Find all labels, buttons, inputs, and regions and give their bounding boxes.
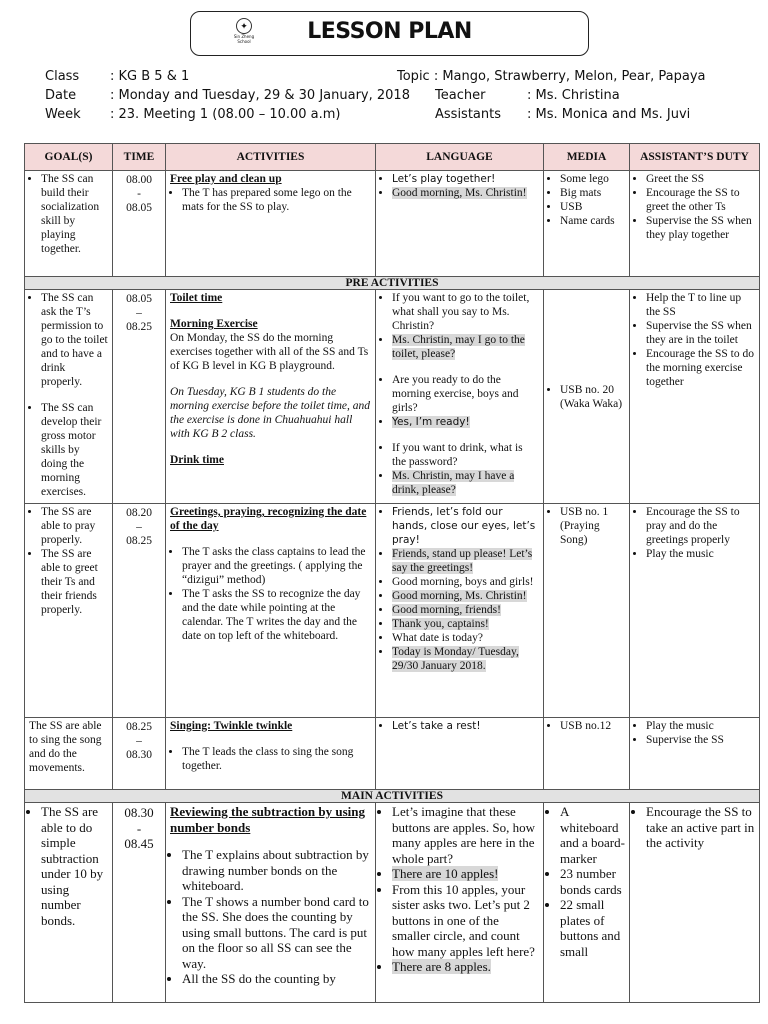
table-row: [25, 718, 760, 790]
activity-title: Free play and clean up: [170, 173, 282, 185]
media-cell: • USB no.12: [544, 718, 630, 790]
goal-cell: • The SS can ask the T’s permission to go to the toilet and to have a drink properly. • The SS can develop their gross motor skills by doing the morning exercises.: [25, 290, 113, 504]
media-cell: • USB no. 1 (Praying Song): [544, 504, 630, 718]
col-duty: ASSISTANT’S DUTY: [630, 144, 760, 171]
col-language: LANGUAGE: [376, 144, 544, 171]
duty-cell: • Greet the SS • Encourage the SS to greet the other Ts • Supervise the SS when they play together: [630, 171, 760, 277]
school-crest-icon: ✦: [236, 18, 252, 34]
time-cell: 08.30 - 08.45: [113, 803, 166, 1003]
teacher-value: : Ms. Christina: [527, 88, 620, 103]
col-time: TIME: [113, 144, 166, 171]
section-row: [25, 277, 760, 290]
activity-cell: Greetings, praying, recognizing the date of the day • The T asks the class captains to lead the prayer and the greetings. ( applying the “dizigui” method) • The T asks the SS to recognize the day and the date while pointing at the calendar. The T writes the day and the date on top left of the whiteboard.: [166, 504, 376, 718]
logo-text: Sin Zheng School: [233, 34, 255, 44]
duty-cell: • Encourage the SS to pray and do the greetings properly • Play the music: [630, 504, 760, 718]
title-box: [190, 11, 589, 56]
goal-cell: • The SS are able to pray properly. • The SS are able to greet their Ts and their friends properly.: [25, 504, 113, 718]
duty-cell: • Play the music • Supervise the SS: [630, 718, 760, 790]
duty-cell: • Encourage the SS to take an active part in the activity: [630, 803, 760, 1003]
class-value: : KG B 5 & 1: [110, 69, 190, 84]
goal-cell: • The SS are able to do simple subtraction under 10 by using number bonds.: [25, 803, 113, 1003]
language-cell: • Friends, let’s fold our hands, close our eyes, let’s pray! • Friends, stand up please! Let’s say the greetings! • Good morning, boys and girls! • Good morning, Ms. Christin! • Good morning, friends! • Thank you, captains! • What date is today? • Today is Monday/ Tuesday, 29/30 January 2018.: [376, 504, 544, 718]
media-cell: • Some lego • Big mats • USB • Name cards: [544, 171, 630, 277]
duty-cell: • Help the T to line up the SS • Supervise the SS when they are in the toilet • Encourage the SS to do the morning exercise together: [630, 290, 760, 504]
time-cell: 08.00 - 08.05: [113, 171, 166, 277]
goal-cell: • The SS can build their socialization skill by playing together.: [25, 171, 113, 277]
media-cell: • USB no. 20 (Waka Waka): [544, 290, 630, 504]
time-cell: 08.25 – 08.30: [113, 718, 166, 790]
header-row: [25, 144, 760, 171]
date-value: : Monday and Tuesday, 29 & 30 January, 2018: [110, 88, 410, 103]
table-row: [25, 803, 760, 1003]
col-activities: ACTIVITIES: [166, 144, 376, 171]
time-cell: 08.20 – 08.25: [113, 504, 166, 718]
language-cell: • Let’s take a rest!: [376, 718, 544, 790]
table-row: [25, 504, 760, 718]
date-label: Date: [45, 88, 77, 103]
language-cell: • If you want to go to the toilet, what shall you say to Ms. Christin? • Ms. Christin, may I go to the toilet, please? • Are you ready to do the morning exercise, boys and girls? • Yes, I’m ready! • If you want to drink, what is the password? • Ms. Christin, may I have a drink, please?: [376, 290, 544, 504]
section-row: [25, 790, 760, 803]
language-cell: • Let’s play together! • Good morning, Ms. Christin!: [376, 171, 544, 277]
assistants-value: : Ms. Monica and Ms. Juvi: [527, 107, 691, 122]
section-pre: PRE ACTIVITIES: [25, 277, 760, 290]
col-goals: GOAL(S): [25, 144, 113, 171]
goal-cell: The SS are able to sing the song and do the movements.: [25, 718, 113, 790]
table-row: [25, 290, 760, 504]
week-value: : 23. Meeting 1 (08.00 – 10.00 a.m): [110, 107, 341, 122]
activity-cell: Toilet time Morning Exercise On Monday, the SS do the morning exercises together with all of the SS and Ts of KG B level in KG B playground. On Tuesday, KG B 1 students do the morning exercise before the toilet time, and the exercise is done in Chuahuahui hall with KG B 2 class. Drink time: [166, 290, 376, 504]
section-main: MAIN ACTIVITIES: [25, 790, 760, 803]
language-cell: • Let’s imagine that these buttons are apples. So, how many apples are here in the whole part? • There are 10 apples! • From this 10 apples, your sister asks two. Let’s put 2 buttons in one of the smaller circle, and count how many apples left here? • There are 8 apples.: [376, 803, 544, 1003]
activity-cell: Free play and clean up • The T has prepared some lego on the mats for the SS to play.: [166, 171, 376, 277]
activity-cell: Reviewing the subtraction by using number bonds • The T explains about subtraction by drawing number bonds on the whiteboard. • The T shows a number bond card to the SS. She does the counting by using small buttons. The card is put on the floor so all SS can see the way. • All the SS do the counting by: [166, 803, 376, 1003]
week-label: Week: [45, 107, 81, 122]
time-cell: 08.05 – 08.25: [113, 290, 166, 504]
class-label: Class: [45, 69, 80, 84]
col-media: MEDIA: [544, 144, 630, 171]
media-cell: • A whiteboard and a board-marker • 23 number bonds cards • 22 small plates of buttons and small: [544, 803, 630, 1003]
teacher-label: Teacher: [435, 88, 486, 103]
assistants-label: Assistants: [435, 107, 501, 122]
topic-text: Topic : Mango, Strawberry, Melon, Pear, Papaya: [397, 69, 706, 84]
lesson-plan-table: [24, 143, 760, 1003]
activity-cell: Singing: Twinkle twinkle • The T leads the class to sing the song together.: [166, 718, 376, 790]
table-row: [25, 171, 760, 277]
page-title: LESSON PLAN: [307, 19, 472, 44]
